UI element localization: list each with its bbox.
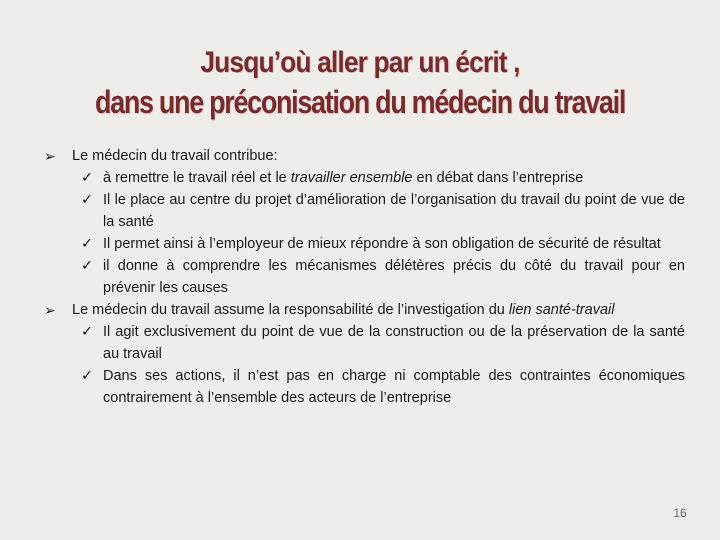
- arrow-bullet-icon: ➢: [44, 148, 56, 164]
- emphasis: travailler ensemble: [290, 170, 413, 186]
- sub-bullet-text: Dans ses actions, il n’est pas en charge ni comptable des contraintes économiques contrairement à l’ensemble des acteurs de l’entreprise: [103, 368, 685, 406]
- arrow-bullet-icon: ➢: [44, 302, 56, 318]
- bullet-contribue: [44, 145, 690, 167]
- bullet-assume: [44, 299, 690, 321]
- sub-bullet: [44, 255, 685, 299]
- sub-bullet-text: Il permet ainsi à l’employeur de mieux répondre à son obligation de sécurité de résultat: [103, 236, 661, 252]
- slide-content: [44, 145, 690, 409]
- sub-bullet: [44, 233, 685, 255]
- checkmark-icon: ✓: [81, 258, 94, 274]
- bullet-text: Le médecin du travail assume la responsabilité de l’investigation du lien santé-travail: [72, 302, 615, 318]
- sub-bullet: [44, 365, 685, 409]
- sub-bullet-text: Il agit exclusivement du point de vue de la construction ou de la préservation de la santé au travail: [103, 324, 685, 362]
- sub-bullet-text: il donne à comprendre les mécanismes délétères précis du côté du travail pour en prévenir les causes: [103, 258, 685, 296]
- sub-bullet-text: à remettre le travail réel et le travailler ensemble en débat dans l’entreprise: [103, 170, 584, 186]
- checkmark-icon: ✓: [81, 368, 94, 384]
- checkmark-icon: ✓: [81, 192, 94, 208]
- bullet-text: Le médecin du travail contribue:: [72, 148, 278, 164]
- checkmark-icon: ✓: [81, 324, 94, 340]
- sub-bullet-text: Il le place au centre du projet d’amélioration de l’organisation du travail du point de vue de la santé: [103, 192, 685, 230]
- page-number: 16: [673, 506, 687, 520]
- emphasis: lien santé-travail: [508, 302, 615, 318]
- title-line-1: Jusqu’où aller par un écrit ,: [200, 46, 520, 79]
- sub-bullet: [44, 167, 685, 189]
- sub-bullet: [44, 189, 685, 233]
- title-line-2: dans une préconisation du médecin du travail: [94, 84, 626, 120]
- checkmark-icon: ✓: [81, 170, 94, 186]
- slide-title: [0, 44, 720, 122]
- checkmark-icon: ✓: [81, 236, 94, 252]
- sub-bullet: [44, 321, 685, 365]
